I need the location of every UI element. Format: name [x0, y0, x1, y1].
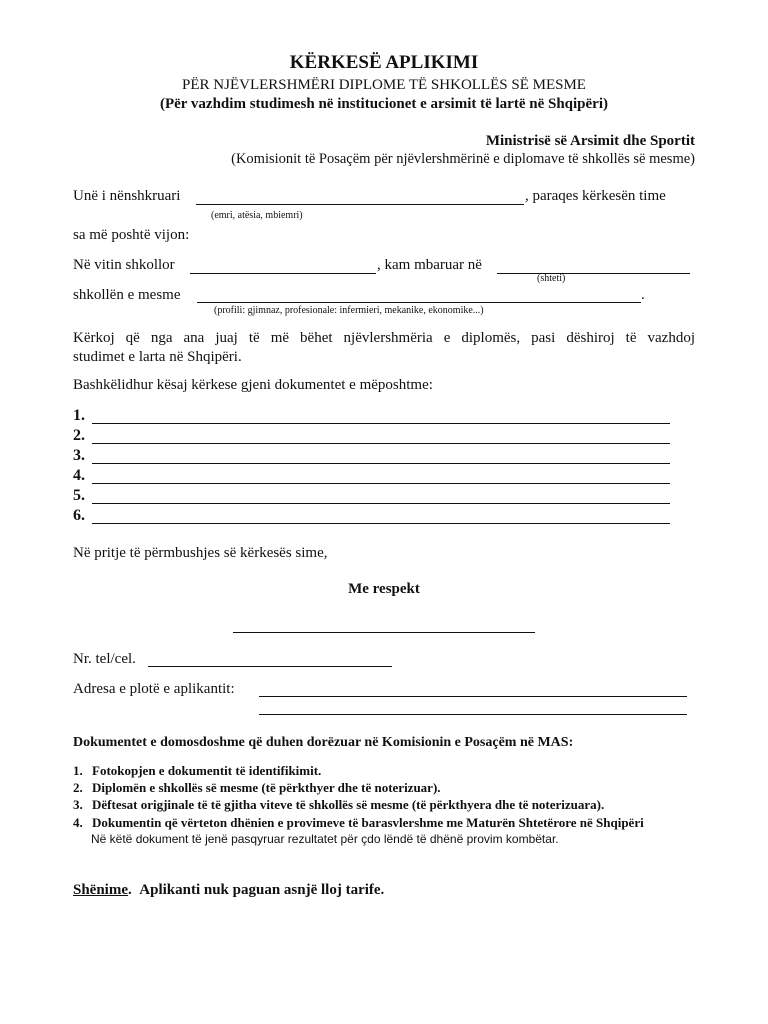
year-prefix: Në vitin shkollor [73, 257, 175, 273]
form-title: KËRKESË APLIKIMI [289, 52, 479, 73]
school-year-field[interactable] [190, 273, 376, 274]
note-text: Aplikanti nuk paguan asnjë lloj tarife. [139, 882, 385, 898]
country-field[interactable] [497, 273, 690, 274]
required-doc-number: 1. [73, 763, 83, 778]
phone-label: Nr. tel/cel. [73, 651, 136, 667]
address-label: Adresa e plotë e aplikantit: [73, 681, 235, 697]
required-doc-text: Diplomën e shkollës së mesme (të përkthyer dhe të noterizuar). [92, 780, 441, 795]
required-doc-number: 3. [73, 797, 83, 812]
required-doc-text: Dokumentin që vërteton dhënien e provimeve të barasvlershme me Maturën Shtetërore në Shqipëri [92, 815, 644, 830]
intro-prefix: Unë i nënshkruari [73, 188, 181, 204]
form-subtitle: PËR NJËVLERSHMËRI DIPLOME TË SHKOLLËS SË MESME [182, 77, 586, 93]
note-line: Shënime. Aplikanti nuk paguan asnjë lloj tarife. [73, 882, 385, 898]
recipient-ministry: Ministrisë së Arsimit dhe Sportit [485, 133, 695, 149]
name-hint: (emri, atësia, mbiemri) [211, 210, 303, 221]
intro-continued: sa më poshtë vijon: [73, 227, 190, 243]
attachment-field-5[interactable] [92, 503, 670, 504]
attachments-intro: Bashkëlidhur kësaj kërkese gjeni dokumentet e mëposhtme: [73, 377, 433, 393]
attachment-number: 2. [73, 427, 85, 444]
attachment-field-1[interactable] [92, 423, 670, 424]
request-text-line2: studimet e larta në Shqipëri. [73, 349, 242, 365]
required-doc-text: Fotokopjen e dokumentit të identifikimit. [92, 763, 322, 778]
required-doc-text: Dëftesat origjinale të të gjitha viteve të shkollës së mesme (të përkthyera dhe të noterizuara). [92, 797, 605, 812]
profile-hint: (profili: gjimnaz, profesionale: infermieri, mekanike, ekonomike...) [214, 305, 484, 316]
address-field-line2[interactable] [259, 714, 687, 715]
attachment-number: 6. [73, 507, 85, 524]
school-field[interactable] [197, 302, 641, 303]
phone-field[interactable] [148, 666, 392, 667]
attachment-number: 3. [73, 447, 85, 464]
required-doc-number: 4. [73, 815, 83, 830]
required-doc-number: 2. [73, 780, 83, 795]
name-field[interactable] [196, 204, 524, 205]
note-label: Shënime [73, 882, 129, 898]
regards-text: Me respekt [348, 581, 420, 597]
required-doc-item [73, 763, 321, 779]
year-mid: , kam mbaruar në [377, 257, 482, 273]
attachment-number: 5. [73, 487, 85, 504]
required-doc-note: Në këtë dokument të jenë pasqyruar rezultatet për çdo lëndë të dhënë provim kombëtar. [91, 832, 559, 846]
attachment-number: 1. [73, 407, 85, 424]
required-doc-item [73, 797, 604, 813]
school-prefix: shkollën e mesme [73, 287, 181, 303]
attachment-field-2[interactable] [92, 443, 670, 444]
signature-field[interactable] [233, 632, 535, 633]
required-doc-item [73, 780, 441, 796]
recipient-commission: (Komisionit të Posaçëm për njëvlershmërinë e diplomave të shkollës së mesme) [231, 151, 695, 167]
required-doc-item [73, 815, 644, 831]
intro-suffix: , paraqes kërkesën time [525, 188, 666, 204]
country-hint: (shteti) [537, 273, 566, 284]
school-end: . [641, 287, 645, 303]
request-text-line1: Kërkoj që nga ana juaj të më bëhet njëvlershmëria e diplomës, pasi dëshiroj të vazhdoj [73, 330, 695, 346]
attachment-field-4[interactable] [92, 483, 670, 484]
attachment-field-6[interactable] [92, 523, 670, 524]
form-subtitle-purpose: (Për vazhdim studimesh në institucionet e arsimit të lartë në Shqipëri) [159, 96, 608, 112]
attachment-number: 4. [73, 467, 85, 484]
required-docs-heading: Dokumentet e domosdoshme që duhen dorëzuar në Komisionin e Posaçëm në MAS: [73, 735, 574, 750]
attachment-field-3[interactable] [92, 463, 670, 464]
address-field-line1[interactable] [259, 696, 687, 697]
waiting-text: Në pritje të përmbushjes së kërkesës sime, [73, 545, 328, 561]
